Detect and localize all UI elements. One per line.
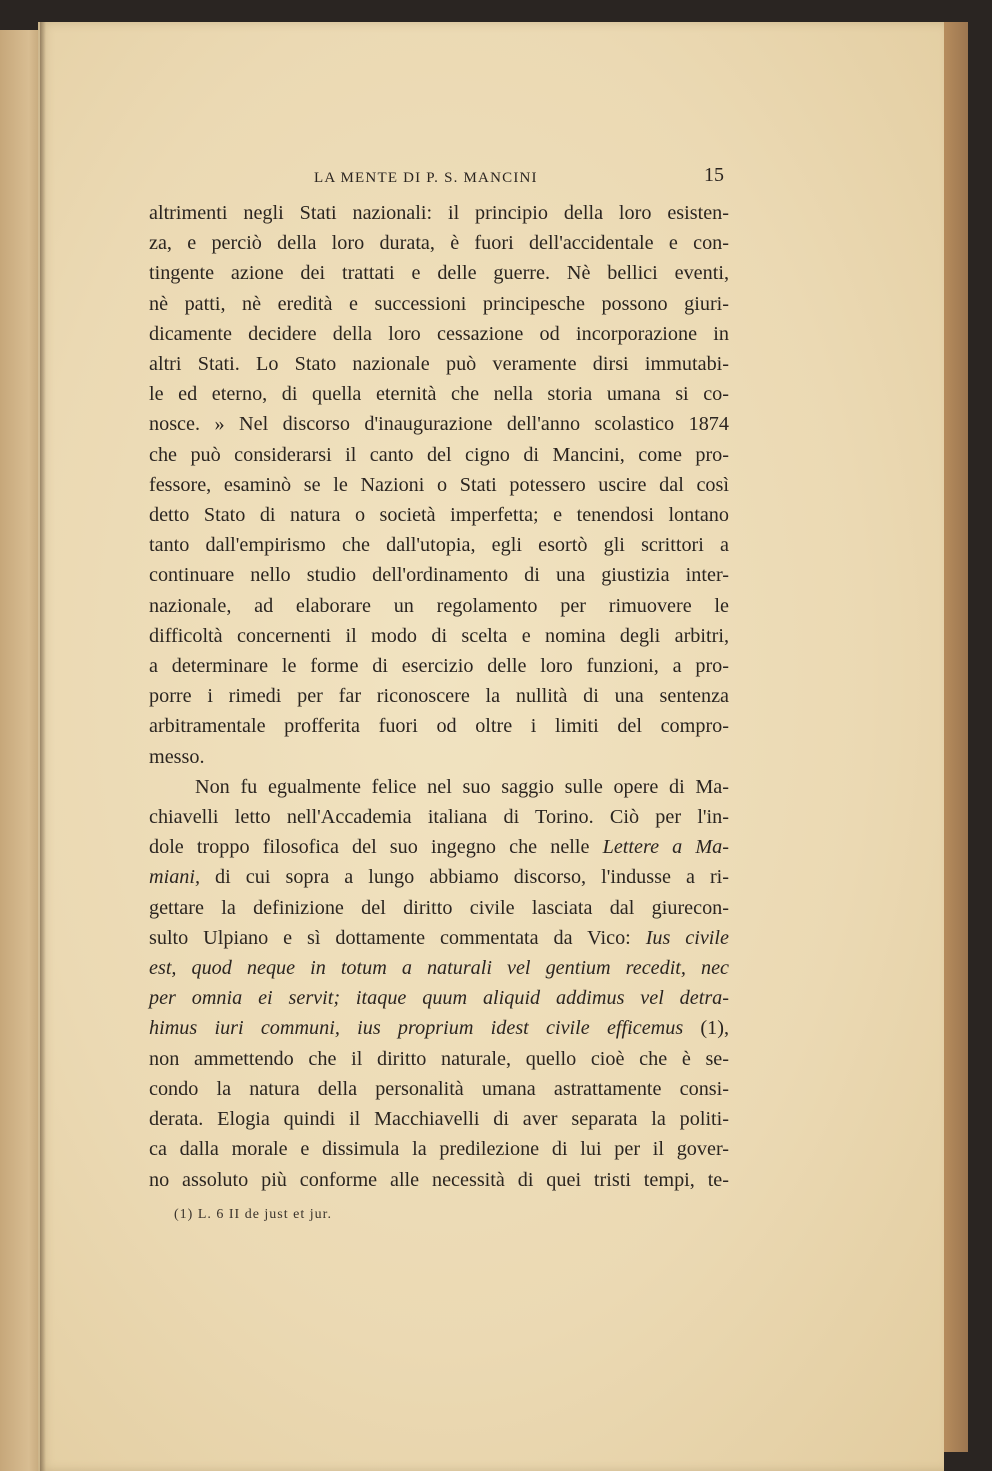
text-line: non ammettendo che il diritto naturale, quello cioè che è se- (149, 1047, 729, 1070)
text-line: condo la natura della personalità umana astrattamente consi- (149, 1077, 729, 1100)
text-line: difficoltà concernenti il modo di scelta e nomina degli arbitri, (149, 624, 729, 647)
text-line: tingente azione dei trattati e delle guerre. Nè bellici eventi, (149, 262, 729, 285)
text-line (149, 862, 729, 892)
latin-quote: Ius civile (645, 926, 729, 949)
text-line (149, 923, 729, 953)
text-line: no assoluto più conforme alle necessità di quei tristi tempi, te- (149, 1168, 729, 1191)
text-line: arbitramentale profferita fuori od oltre i limiti del compro- (149, 715, 729, 738)
spine-shadow (40, 22, 46, 1471)
text-line: che può considerarsi il canto del cigno di Mancini, come pro- (149, 443, 729, 466)
italic-title: miani, (149, 866, 201, 889)
text-line: fessore, esaminò se le Nazioni o Stati potessero uscire dal così (149, 473, 729, 496)
running-title: LA MENTE DI P. S. MANCINI (314, 170, 538, 186)
latin-quote: himus iuri communi, ius proprium idest civile efficemus (149, 1017, 684, 1040)
text-line (149, 832, 729, 862)
text-line: dicamente decidere della loro cessazione od incorporazione in (149, 322, 729, 345)
page-number: 15 (704, 164, 724, 186)
text-line: continuare nello studio dell'ordinamento di una giustizia inter- (149, 564, 729, 587)
text-line: za, e perciò della loro durata, è fuori dell'accidentale e con- (149, 232, 729, 255)
footnote-ref: (1), (683, 1017, 729, 1040)
body-text (149, 198, 729, 1195)
text-segment: dole troppo filosofica del suo ingegno che nelle (149, 836, 603, 859)
text-line: Non fu egualmente felice nel suo saggio sulle opere di Ma- (195, 775, 729, 798)
text-line (149, 983, 729, 1013)
text-line: nazionale, ad elaborare un regolamento per rimuovere le (149, 594, 729, 617)
text-line: le ed eterno, di quella eternità che nella storia umana si co- (149, 383, 729, 406)
page-header (150, 164, 730, 192)
text-line: altri Stati. Lo Stato nazionale può veramente dirsi immutabi- (149, 353, 729, 376)
text-line (149, 953, 729, 983)
text-line: gettare la definizione del diritto civile lasciata dal giurecon- (149, 896, 729, 919)
text-segment: di cui sopra a lungo abbiamo discorso, l'indusse a ri- (200, 866, 729, 889)
text-line: nè patti, nè eredità e successioni principesche possono giuri- (149, 292, 729, 315)
text-line: derata. Elogia quindi il Macchiavelli di aver separata la politi- (149, 1108, 729, 1131)
text-line: nosce. » Nel discorso d'inaugurazione dell'anno scolastico 1874 (149, 413, 729, 436)
text-line: porre i rimedi per far riconoscere la nullità di una sentenza (149, 685, 729, 708)
latin-quote: est, quod neque in totum a naturali vel gentium recedit, nec (149, 957, 729, 980)
text-line: detto Stato di natura o società imperfetta; e tenendosi lontano (149, 504, 729, 527)
italic-title: Lettere a Ma- (602, 836, 729, 859)
text-line: messo. (149, 745, 205, 768)
text-line: tanto dall'empirismo che dall'utopia, egli esortò gli scrittori a (149, 534, 729, 557)
footnote: (1) L. 6 II de just et jur. (174, 1207, 333, 1222)
text-line: chiavelli letto nell'Accademia italiana di Torino. Ciò per l'in- (149, 806, 729, 829)
text-line: ca dalla morale e dissimula la predilezione di lui per il gover- (149, 1138, 729, 1161)
text-line: altrimenti negli Stati nazionali: il principio della loro esisten- (149, 202, 729, 224)
latin-quote: per omnia ei servit; itaque quum aliquid addimus vel detra- (149, 987, 729, 1010)
text-line: a determinare le forme di esercizio delle loro funzioni, a pro- (149, 655, 729, 678)
text-segment: sulto Ulpiano e sì dottamente commentata da Vico: (149, 926, 646, 949)
text-line (149, 1013, 729, 1043)
